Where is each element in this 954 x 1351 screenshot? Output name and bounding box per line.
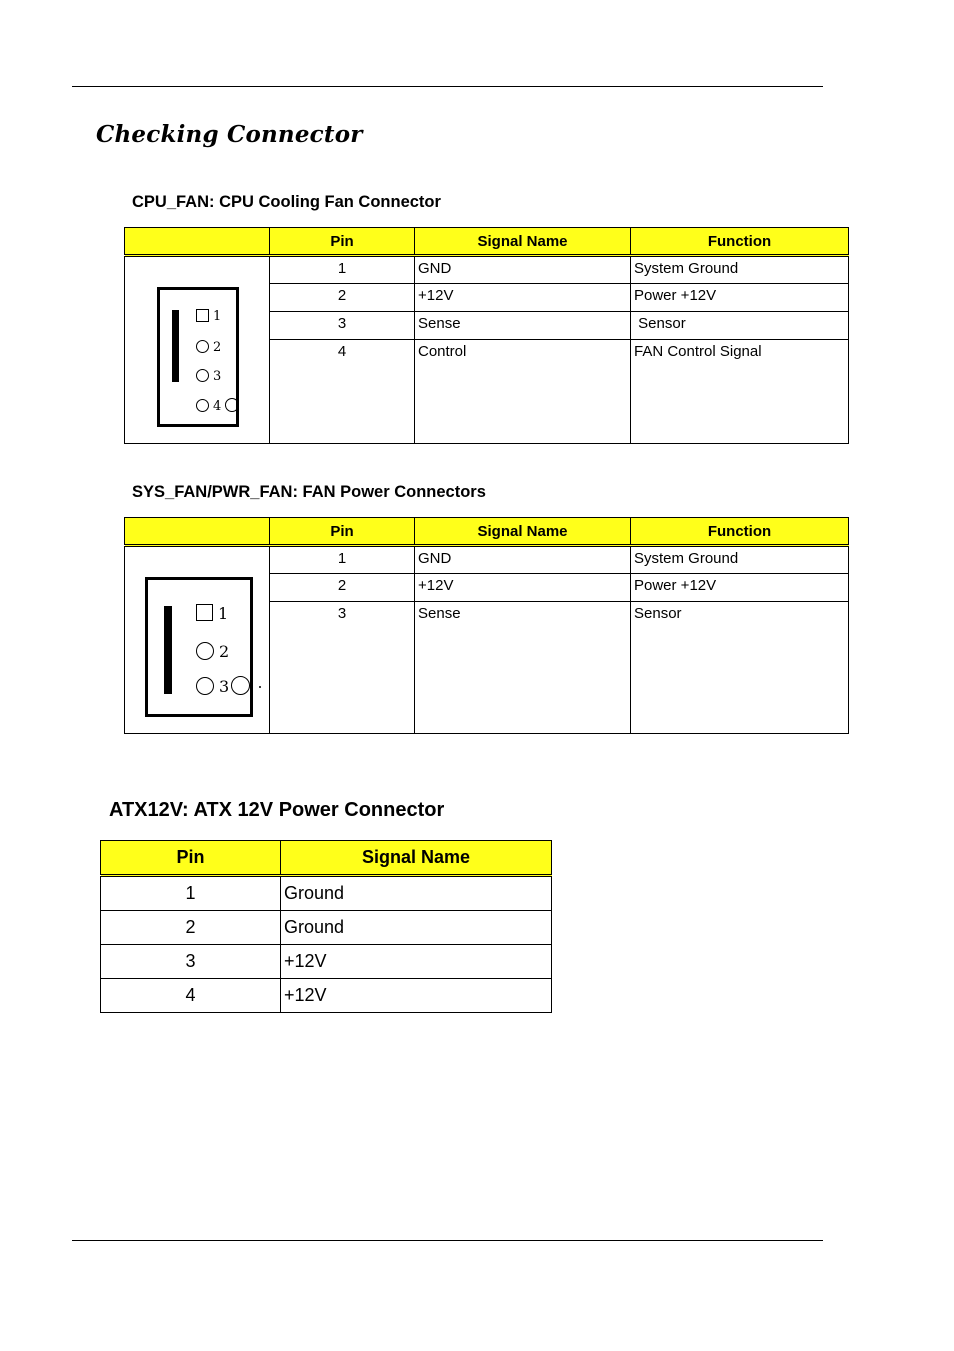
function-cell: Sensor: [631, 312, 849, 340]
header-pin: Pin: [270, 228, 415, 256]
signal-cell: Sense: [415, 312, 631, 340]
function-cell: FAN Control Signal: [631, 340, 849, 444]
pin-cell: 1: [270, 546, 415, 574]
table-row: [125, 256, 849, 284]
pin-cell: 1: [270, 256, 415, 284]
table-header-row: [125, 518, 849, 546]
header-function: Function: [631, 228, 849, 256]
connector-latch: [172, 310, 179, 382]
sys-fan-connector-diagram: [125, 546, 270, 734]
table-row: [101, 911, 552, 945]
pin-circle-icon: [196, 369, 209, 382]
header-blank: [125, 518, 270, 546]
table-row: [101, 979, 552, 1013]
function-cell: System Ground: [631, 256, 849, 284]
pin-cell: 1: [101, 876, 281, 911]
pin-label: 2: [213, 340, 222, 355]
header-pin: Pin: [101, 841, 281, 876]
table-row: [101, 945, 552, 979]
page-title: Checking Connector: [96, 121, 363, 148]
header-function: Function: [631, 518, 849, 546]
pin-cell: 2: [270, 574, 415, 602]
pin-cell: 2: [101, 911, 281, 945]
pin-circle-icon: [196, 677, 214, 695]
dot-mark: [259, 686, 261, 688]
cpu-fan-connector-diagram: [125, 256, 270, 444]
signal-cell: +12V: [415, 574, 631, 602]
signal-cell: GND: [415, 256, 631, 284]
header-pin: Pin: [270, 518, 415, 546]
pin-circle-icon: [196, 399, 209, 412]
signal-cell: Control: [415, 340, 631, 444]
pin-circle-icon: [196, 642, 214, 660]
pin-label: 3: [213, 369, 222, 384]
function-cell: Power +12V: [631, 284, 849, 312]
pin-label: 4: [213, 399, 222, 414]
cpu-fan-title: CPU_FAN: CPU Cooling Fan Connector: [132, 193, 441, 211]
pin-circle-icon: [231, 676, 250, 695]
sys-fan-table: [124, 517, 849, 734]
signal-cell: Ground: [281, 911, 552, 945]
function-cell: Sensor: [631, 602, 849, 734]
atx12v-table: [100, 840, 552, 1013]
pin-square-icon: [196, 604, 213, 621]
header-signal-name: Signal Name: [415, 518, 631, 546]
pin-circle-icon: [196, 340, 209, 353]
pin-label: 3: [219, 677, 230, 696]
pin-cell: 2: [270, 284, 415, 312]
pin-label: 1: [213, 309, 222, 324]
header-signal-name: Signal Name: [281, 841, 552, 876]
pin-cell: 3: [101, 945, 281, 979]
pin-circle-icon: [225, 398, 239, 412]
pin-cell: 3: [270, 312, 415, 340]
table-row: [101, 876, 552, 911]
function-cell: System Ground: [631, 546, 849, 574]
pin-cell: 4: [101, 979, 281, 1013]
header-blank: [125, 228, 270, 256]
header-rule: [72, 86, 823, 87]
connector-housing: [157, 287, 239, 427]
cpu-fan-table: [124, 227, 849, 444]
function-cell: Power +12V: [631, 574, 849, 602]
signal-cell: Ground: [281, 876, 552, 911]
atx12v-title: ATX12V: ATX 12V Power Connector: [109, 799, 445, 821]
footer-rule: [72, 1240, 823, 1241]
table-header-row: [125, 228, 849, 256]
pin-cell: 4: [270, 340, 415, 444]
sys-fan-title: SYS_FAN/PWR_FAN: FAN Power Connectors: [132, 483, 486, 501]
pin-square-icon: [196, 309, 209, 322]
signal-cell: Sense: [415, 602, 631, 734]
signal-cell: +12V: [281, 979, 552, 1013]
table-row: [125, 546, 849, 574]
signal-cell: +12V: [415, 284, 631, 312]
signal-cell: +12V: [281, 945, 552, 979]
table-header-row: [101, 841, 552, 876]
header-signal-name: Signal Name: [415, 228, 631, 256]
connector-latch: [164, 606, 172, 694]
pin-cell: 3: [270, 602, 415, 734]
connector-housing: [145, 577, 253, 717]
pin-label: 2: [219, 642, 230, 661]
pin-label: 1: [218, 604, 229, 623]
signal-cell: GND: [415, 546, 631, 574]
